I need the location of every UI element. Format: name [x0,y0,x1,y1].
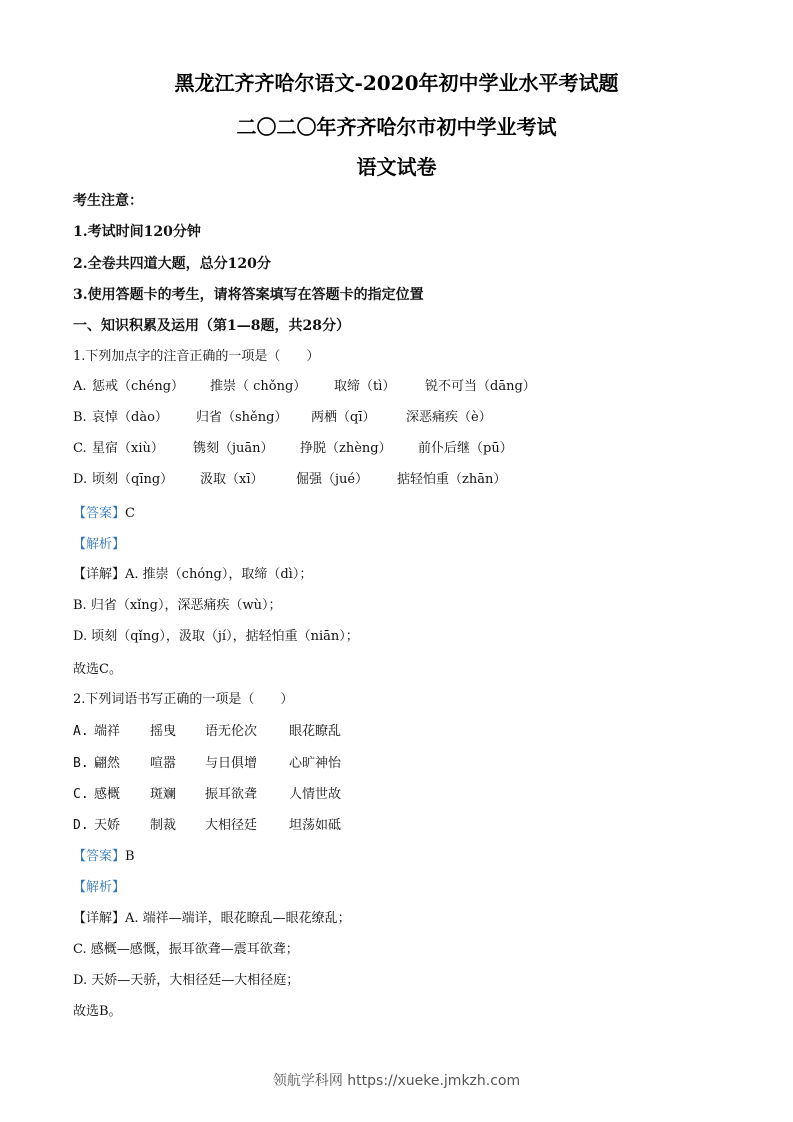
q1-option-b-4: 深恶痛疾（è） [406,410,492,425]
q2-analysis-tag: 【解析】 [73,880,126,895]
title-paper: 语文试卷 [356,155,437,179]
notice-item-2: 2.全卷共四道大题，总分120分 [73,256,271,272]
footer-watermark: 领航学科网 https://xueke.jmkzh.com [272,1073,521,1089]
q1-option-d-2: 汲取（xī） [200,472,264,487]
q2-option-d-4: 坦荡如砥 [289,818,342,833]
q1-detail-3: D. 顷刻（qǐng），汲取（jí），掂轻怕重（niān）； [73,629,359,644]
q1-option-b-2: 归省（shěng） [196,410,288,425]
q2-option-d-3: 大相径廷 [205,818,258,833]
q1-option-d-letter: D. [73,472,88,487]
q1-detail-1: 【详解】A. 推崇（chóng），取缔（dì）； [73,567,313,582]
q2-option-b-letter: B. [73,756,89,771]
q2-option-d-2: 制裁 [150,818,177,833]
q2-option-a-2: 摇曳 [150,724,177,739]
q1-option-b-1: 哀悼（dào） [92,410,168,425]
answer-value: B [125,849,135,864]
q2-option-b-4: 心旷神怡 [289,756,342,771]
q1-option-c-2: 镌刻（juān） [193,441,274,456]
q2-option-c-2: 斑斓 [150,787,177,802]
detail-tag: 【详解】 [73,911,126,926]
q2-detail-3: D. 天娇—天骄，大相径廷—大相径庭； [73,973,300,988]
q1-option-d-4: 掂轻怕重（zhān） [397,472,507,487]
q2-option-c-4: 人情世故 [289,787,342,802]
q1-answer [73,505,135,523]
title-main: 黑龙江齐齐哈尔语文-2020年初中学业水平考试题 [174,71,619,95]
q2-option-c-letter: C. [73,787,89,802]
q2-option-c-1: 感概 [94,787,121,802]
q2-answer [73,848,135,866]
q1-option-d-1: 顷刻（qīng） [92,472,174,487]
q2-stem: 2.下列词语书写正确的一项是（ ） [73,692,294,707]
detail-tag: 【详解】 [73,567,126,582]
q1-analysis-tag: 【解析】 [73,537,126,552]
q1-option-a-3: 取缔（tì） [334,379,396,394]
q2-option-d-letter: D. [73,818,89,833]
q2-detail-1: 【详解】A. 端祥—端详，眼花瞭乱—眼花缭乱； [73,911,351,926]
title-sub: 二〇二〇年齐齐哈尔市初中学业考试 [236,115,557,139]
notice-heading: 考生注意： [73,193,143,209]
q2-option-a-letter: A. [73,724,89,739]
q1-option-a-2: 推崇（ chǒng） [210,379,307,394]
q1-stem: 1.下列加点字的注音正确的一项是（ ） [73,349,320,364]
q2-option-b-2: 喧嚣 [150,756,177,771]
q1-option-a-letter: A. [73,379,87,394]
q2-option-c-3: 振耳欲聋 [205,787,258,802]
q1-option-b-letter: B. [73,410,87,425]
q1-option-d-3: 倔强（jué） [296,472,369,487]
q1-option-b-3: 两栖（qī） [311,410,376,425]
q1-detail-2: B. 归省（xǐng），深恶痛疾（wù）； [73,598,282,613]
q1-option-c-4: 前仆后继（pū） [418,441,513,456]
q2-option-b-1: 翩然 [94,756,121,771]
q1-option-c-3: 挣脱（zhèng） [300,441,392,456]
q1-option-a-1: 惩戒（chéng） [92,379,185,394]
q2-option-a-1: 端祥 [94,724,121,739]
q2-option-a-4: 眼花瞭乱 [289,724,342,739]
answer-value: C [125,506,135,521]
q2-option-a-3: 语无伦次 [205,724,258,739]
notice-item-3: 3.使用答题卡的考生，请将答案填写在答题卡的指定位置 [73,287,424,303]
q2-option-d-1: 天娇 [94,818,121,833]
answer-tag: 【答案】 [73,849,126,864]
q2-option-b-3: 与日俱增 [205,756,258,771]
section-heading: 一、知识积累及运用（第1—8题，共28分） [73,318,350,334]
q2-conclusion: 故选B。 [73,1004,122,1019]
q1-option-a-4: 锐不可当（dāng） [425,379,536,394]
notice-item-1: 1.考试时间120分钟 [73,224,201,240]
q1-option-c-letter: C. [73,441,87,456]
q1-conclusion: 故选C。 [73,662,122,677]
answer-tag: 【答案】 [73,506,126,521]
q1-option-c-1: 星宿（xiù） [92,441,164,456]
q2-detail-2: C. 感概—感慨，振耳欲聋—震耳欲聋； [73,942,299,957]
